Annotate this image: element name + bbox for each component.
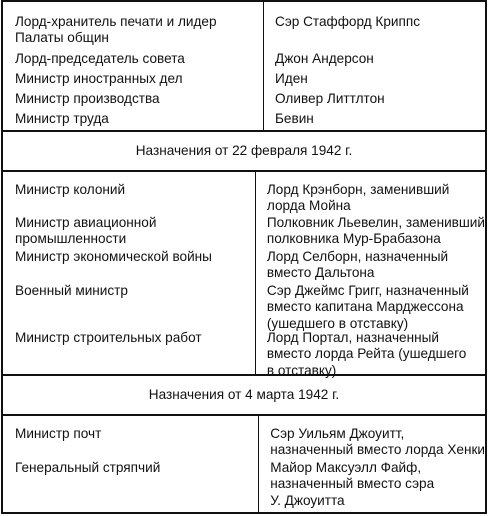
post-column [3,2,264,130]
post-cell: Министр производства [15,91,160,106]
post-line: Палаты общин [15,30,109,46]
post-cell: Министр колоний [15,182,126,197]
holder-cell: Оливер Литтлтон [275,91,385,106]
table-block-feb-1942 [3,172,485,378]
cell-line: вместо лорда Рейта (ушедшего [266,346,467,362]
holder-cell [270,460,485,508]
table-block-mar-1942 [3,416,485,512]
cell-line: Полковник Льевелин, заменивший [266,215,485,230]
holder-cell [267,215,485,249]
post-cell: Министр экономической войны [15,249,212,264]
holder-cell: Сэр Стаффорд Криппс [275,14,421,29]
section-heading: Назначения от 22 февраля 1942 г. [3,130,485,172]
holder-cell [267,330,485,378]
holder-cell [267,182,485,215]
holder-cell: Бевин [275,111,314,126]
cell-line: Министр авиационной [15,215,157,230]
post-column [3,172,256,374]
post-cell: Военный министр [15,283,128,298]
cell-line: Лорд Селборн, назначенный [266,249,449,264]
cell-line: Сэр Уильям Джоуитт, [270,426,405,441]
post-cell: Генеральный стряпчий [15,460,161,475]
post-line: Лорд-хранитель печати и лидер [15,14,217,29]
post-cell [15,215,255,249]
cell-line: вместо капитана Марджессона [266,299,464,315]
post-column [3,416,259,512]
holder-cell [270,426,485,460]
table-block-cabinet [3,2,485,130]
cell-line: вместо Дальтона [266,265,375,281]
cell-line: Лорд Крэнборн, заменивший [266,182,450,197]
cell-line: У. Джоуитта [270,492,345,508]
holder-cell [267,249,485,283]
holder-column [259,416,485,512]
post-cell: Министр почт [15,426,102,441]
section-heading: Назначения от 4 марта 1942 г. [3,374,485,416]
cell-line: в отставку) [266,362,337,378]
cell-line: Сэр Джеймс Григг, назначенный [266,283,469,298]
post-cell: Министр строительных работ [15,330,202,345]
holder-cell [267,283,485,330]
holder-column [256,172,485,378]
cell-line: полковника Мур-Брабазона [266,231,441,247]
cell-line: Майор Максуэлл Файф, [270,460,422,475]
appointments-table [1,0,487,514]
cell-line: Лорд Портал, назначенный [266,330,439,345]
cell-line: назначенный вместо лорда Хенки [270,442,485,458]
holder-cell: Джон Андерсон [275,51,374,66]
holder-column [264,2,485,130]
cell-line: (ушедшего в отставку) [266,315,409,331]
cell-line: лорда Мойна [266,198,351,214]
post-cell: Министр труда [15,111,109,126]
cell-line: промышленности [15,231,127,247]
post-cell: Министр иностранных дел [15,71,183,86]
post-cell: Лорд-председатель совета [15,51,185,66]
holder-cell: Иден [275,71,308,86]
post-cell [15,14,263,51]
cell-line: назначенный вместо сэра [270,476,435,492]
